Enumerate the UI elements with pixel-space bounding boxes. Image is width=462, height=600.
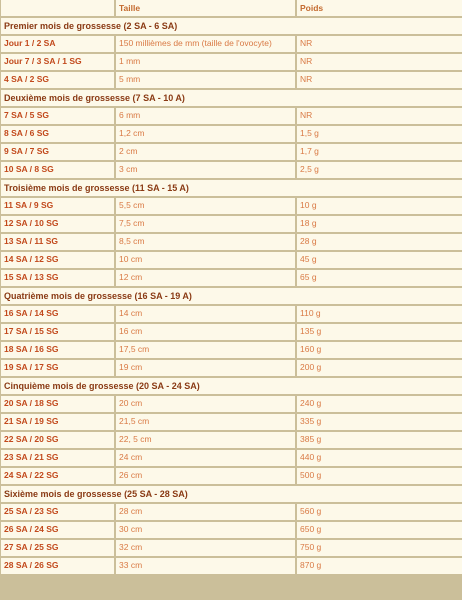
week-label-cell: 19 SA / 17 SG (1, 360, 114, 376)
section-heading-row (0, 378, 462, 394)
section-title: Premier mois de grossesse (2 SA - 6 SA) (1, 18, 462, 34)
table-row (0, 144, 462, 160)
table-row (0, 234, 462, 250)
size-cell: 14 cm (116, 306, 295, 322)
week-label-cell: 15 SA / 13 SG (1, 270, 114, 286)
size-cell: 10 cm (116, 252, 295, 268)
weight-cell: 335 g (297, 414, 462, 430)
header-cell-taille: Taille (116, 0, 295, 16)
header-cell-empty (1, 0, 114, 16)
size-cell: 7,5 cm (116, 216, 295, 232)
table-row (0, 432, 462, 448)
weight-cell: 560 g (297, 504, 462, 520)
weight-cell: NR (297, 108, 462, 124)
section-title: Sixième mois de grossesse (25 SA - 28 SA) (1, 486, 462, 502)
weight-cell: 18 g (297, 216, 462, 232)
size-cell: 6 mm (116, 108, 295, 124)
table-row (0, 126, 462, 142)
table-row (0, 36, 462, 52)
week-label-cell: 11 SA / 9 SG (1, 198, 114, 214)
size-cell: 12 cm (116, 270, 295, 286)
size-cell: 19 cm (116, 360, 295, 376)
section-heading-row (0, 18, 462, 34)
weight-cell: 110 g (297, 306, 462, 322)
week-label-cell: 7 SA / 5 SG (1, 108, 114, 124)
weight-cell: 160 g (297, 342, 462, 358)
weight-cell: 10 g (297, 198, 462, 214)
week-label-cell: 9 SA / 7 SG (1, 144, 114, 160)
section-title: Quatrième mois de grossesse (16 SA - 19 A) (1, 288, 462, 304)
weight-cell: 750 g (297, 540, 462, 556)
week-label-cell: 21 SA / 19 SG (1, 414, 114, 430)
weight-cell: 240 g (297, 396, 462, 412)
weight-cell: 2,5 g (297, 162, 462, 178)
week-label-cell: 27 SA / 25 SG (1, 540, 114, 556)
size-cell: 26 cm (116, 468, 295, 484)
table-row (0, 450, 462, 466)
table-row (0, 342, 462, 358)
table-row (0, 306, 462, 322)
table-row (0, 414, 462, 430)
week-label-cell: 24 SA / 22 SG (1, 468, 114, 484)
week-label-cell: 10 SA / 8 SG (1, 162, 114, 178)
weight-cell: 870 g (297, 558, 462, 574)
weight-cell: 1,7 g (297, 144, 462, 160)
table-row (0, 216, 462, 232)
section-heading-row (0, 90, 462, 106)
size-cell: 28 cm (116, 504, 295, 520)
week-label-cell: 4 SA / 2 SG (1, 72, 114, 88)
week-label-cell: 17 SA / 15 SG (1, 324, 114, 340)
size-cell: 17,5 cm (116, 342, 295, 358)
weight-cell: 28 g (297, 234, 462, 250)
table-row (0, 522, 462, 538)
size-cell: 1 mm (116, 54, 295, 70)
section-title: Deuxième mois de grossesse (7 SA - 10 A) (1, 90, 462, 106)
weight-cell: NR (297, 54, 462, 70)
size-cell: 1,2 cm (116, 126, 295, 142)
header-cell-poids: Poids (297, 0, 462, 16)
table-row (0, 504, 462, 520)
weight-cell: 650 g (297, 522, 462, 538)
size-cell: 150 millièmes de mm (taille de l'ovocyte) (116, 36, 295, 52)
section-title: Troisième mois de grossesse (11 SA - 15 A) (1, 180, 462, 196)
table-row (0, 54, 462, 70)
week-label-cell: 18 SA / 16 SG (1, 342, 114, 358)
weight-cell: 385 g (297, 432, 462, 448)
weight-cell: 135 g (297, 324, 462, 340)
week-label-cell: 28 SA / 26 SG (1, 558, 114, 574)
size-cell: 30 cm (116, 522, 295, 538)
table-row (0, 72, 462, 88)
section-heading-row (0, 288, 462, 304)
size-cell: 22, 5 cm (116, 432, 295, 448)
table-row (0, 360, 462, 376)
table-row (0, 162, 462, 178)
section-heading-row (0, 180, 462, 196)
size-cell: 21,5 cm (116, 414, 295, 430)
weight-cell: 440 g (297, 450, 462, 466)
size-cell: 24 cm (116, 450, 295, 466)
week-label-cell: 16 SA / 14 SG (1, 306, 114, 322)
table-row (0, 108, 462, 124)
table-row (0, 468, 462, 484)
size-cell: 8,5 cm (116, 234, 295, 250)
week-label-cell: 23 SA / 21 SG (1, 450, 114, 466)
weight-cell: 1,5 g (297, 126, 462, 142)
weight-cell: 500 g (297, 468, 462, 484)
table-row (0, 198, 462, 214)
table-row (0, 558, 462, 574)
table-row (0, 324, 462, 340)
week-label-cell: 8 SA / 6 SG (1, 126, 114, 142)
week-label-cell: 13 SA / 11 SG (1, 234, 114, 250)
weight-cell: 45 g (297, 252, 462, 268)
table-row (0, 270, 462, 286)
week-label-cell: Jour 7 / 3 SA / 1 SG (1, 54, 114, 70)
size-cell: 3 cm (116, 162, 295, 178)
size-cell: 5,5 cm (116, 198, 295, 214)
week-label-cell: 20 SA / 18 SG (1, 396, 114, 412)
week-label-cell: 26 SA / 24 SG (1, 522, 114, 538)
weight-cell: NR (297, 72, 462, 88)
week-label-cell: 22 SA / 20 SG (1, 432, 114, 448)
week-label-cell: 25 SA / 23 SG (1, 504, 114, 520)
weight-cell: 200 g (297, 360, 462, 376)
weight-cell: NR (297, 36, 462, 52)
table-row (0, 540, 462, 556)
size-cell: 32 cm (116, 540, 295, 556)
weight-cell: 65 g (297, 270, 462, 286)
size-cell: 33 cm (116, 558, 295, 574)
section-title: Cinquième mois de grossesse (20 SA - 24 SA) (1, 378, 462, 394)
size-cell: 5 mm (116, 72, 295, 88)
week-label-cell: 12 SA / 10 SG (1, 216, 114, 232)
section-heading-row (0, 486, 462, 502)
size-cell: 20 cm (116, 396, 295, 412)
week-label-cell: Jour 1 / 2 SA (1, 36, 114, 52)
week-label-cell: 14 SA / 12 SG (1, 252, 114, 268)
table-header-row (0, 0, 462, 16)
size-cell: 2 cm (116, 144, 295, 160)
table-row (0, 396, 462, 412)
table-row (0, 252, 462, 268)
size-cell: 16 cm (116, 324, 295, 340)
